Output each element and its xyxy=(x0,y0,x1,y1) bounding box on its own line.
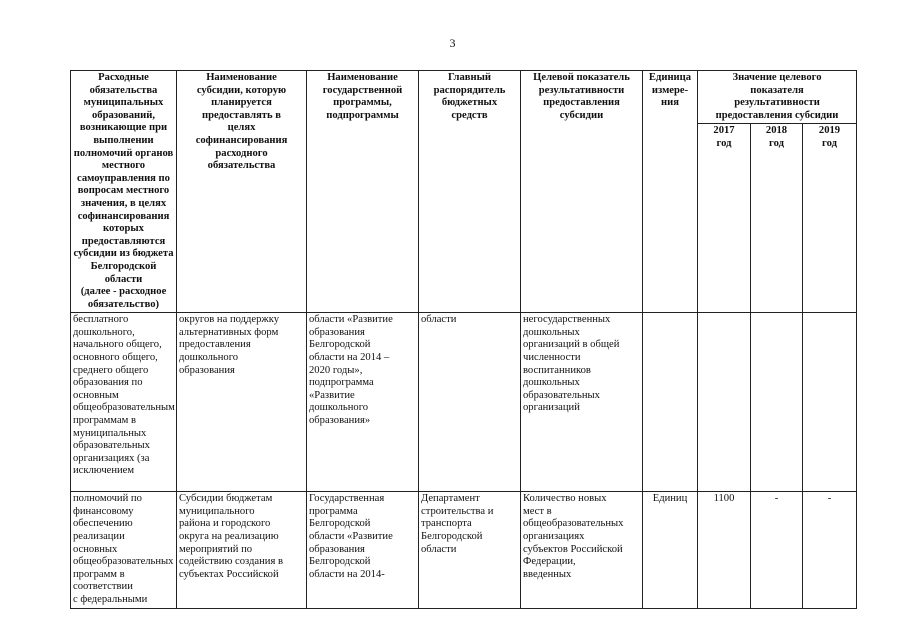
header-row xyxy=(71,71,857,124)
cell-budget-manager: Департамент строительства и транспорта Белгородской области xyxy=(419,492,521,608)
header-budget-manager: Главный распорядитель бюджетных средств xyxy=(419,71,521,313)
table-row xyxy=(71,492,857,608)
subsidy-table xyxy=(70,70,857,609)
cell-target-indicator: негосударственных дошкольных организаций в общей численности воспитанников дошкольных образовательных организаций xyxy=(521,313,643,492)
cell-value-2017 xyxy=(698,313,751,492)
cell-unit: Единиц xyxy=(643,492,698,608)
cell-program: области «Развитие образования Белгородской области на 2014 – 2020 годы», подпрограмма «Развитие дошкольного образования» xyxy=(307,313,419,492)
cell-obligations: бесплатного дошкольного, начального общего, основного общего, среднего общего образования по основным общеобразовательным программам в муниципальных образовательных организациях (за исключением xyxy=(71,313,177,492)
cell-budget-manager: области xyxy=(419,313,521,492)
header-target-indicator: Целевой показатель результативности предоставления субсидии xyxy=(521,71,643,313)
cell-value-2017: 1100 xyxy=(698,492,751,608)
cell-value-2019 xyxy=(803,313,857,492)
cell-obligations: полномочий по финансовому обеспечению реализации основных общеобразовательных программ в соответствии с федеральными xyxy=(71,492,177,608)
header-year-2017: 2017 год xyxy=(698,124,751,313)
cell-program: Государственная программа Белгородской области «Развитие образования Белгородской области на 2014- xyxy=(307,492,419,608)
header-subsidy-name: Наименование субсидии, которую планируется предоставлять в целях софинансирования расходного обязательства xyxy=(177,71,307,313)
header-program: Наименование государственной программы, подпрограммы xyxy=(307,71,419,313)
cell-value-2018: - xyxy=(751,492,803,608)
header-indicator-value: Значение целевого показателя результативности предоставления субсидии xyxy=(698,71,857,124)
cell-target-indicator: Количество новых мест в общеобразовательных организациях субъектов Российской Федерации, введенных xyxy=(521,492,643,608)
header-year-2019: 2019 год xyxy=(803,124,857,313)
table-row xyxy=(71,313,857,492)
header-obligations: Расходные обязательства муниципальных образований, возникающие при выполнении полномочий органов местного самоуправления по вопросам местного значения, в целях софинансирования которых предоставляются субсидии из бюджета Белгородской области (далее - расходное обязательство) xyxy=(71,71,177,313)
page-number: 3 xyxy=(449,36,456,50)
header-unit: Единица измере- ния xyxy=(643,71,698,313)
cell-subsidy-name: Субсидии бюджетам муниципального района и городского округа на реализацию мероприятий по содействию создания в субъектах Российской xyxy=(177,492,307,608)
cell-value-2018 xyxy=(751,313,803,492)
cell-unit xyxy=(643,313,698,492)
cell-value-2019: - xyxy=(803,492,857,608)
cell-subsidy-name: округов на поддержку альтернативных форм предоставления дошкольного образования xyxy=(177,313,307,492)
header-year-2018: 2018 год xyxy=(751,124,803,313)
